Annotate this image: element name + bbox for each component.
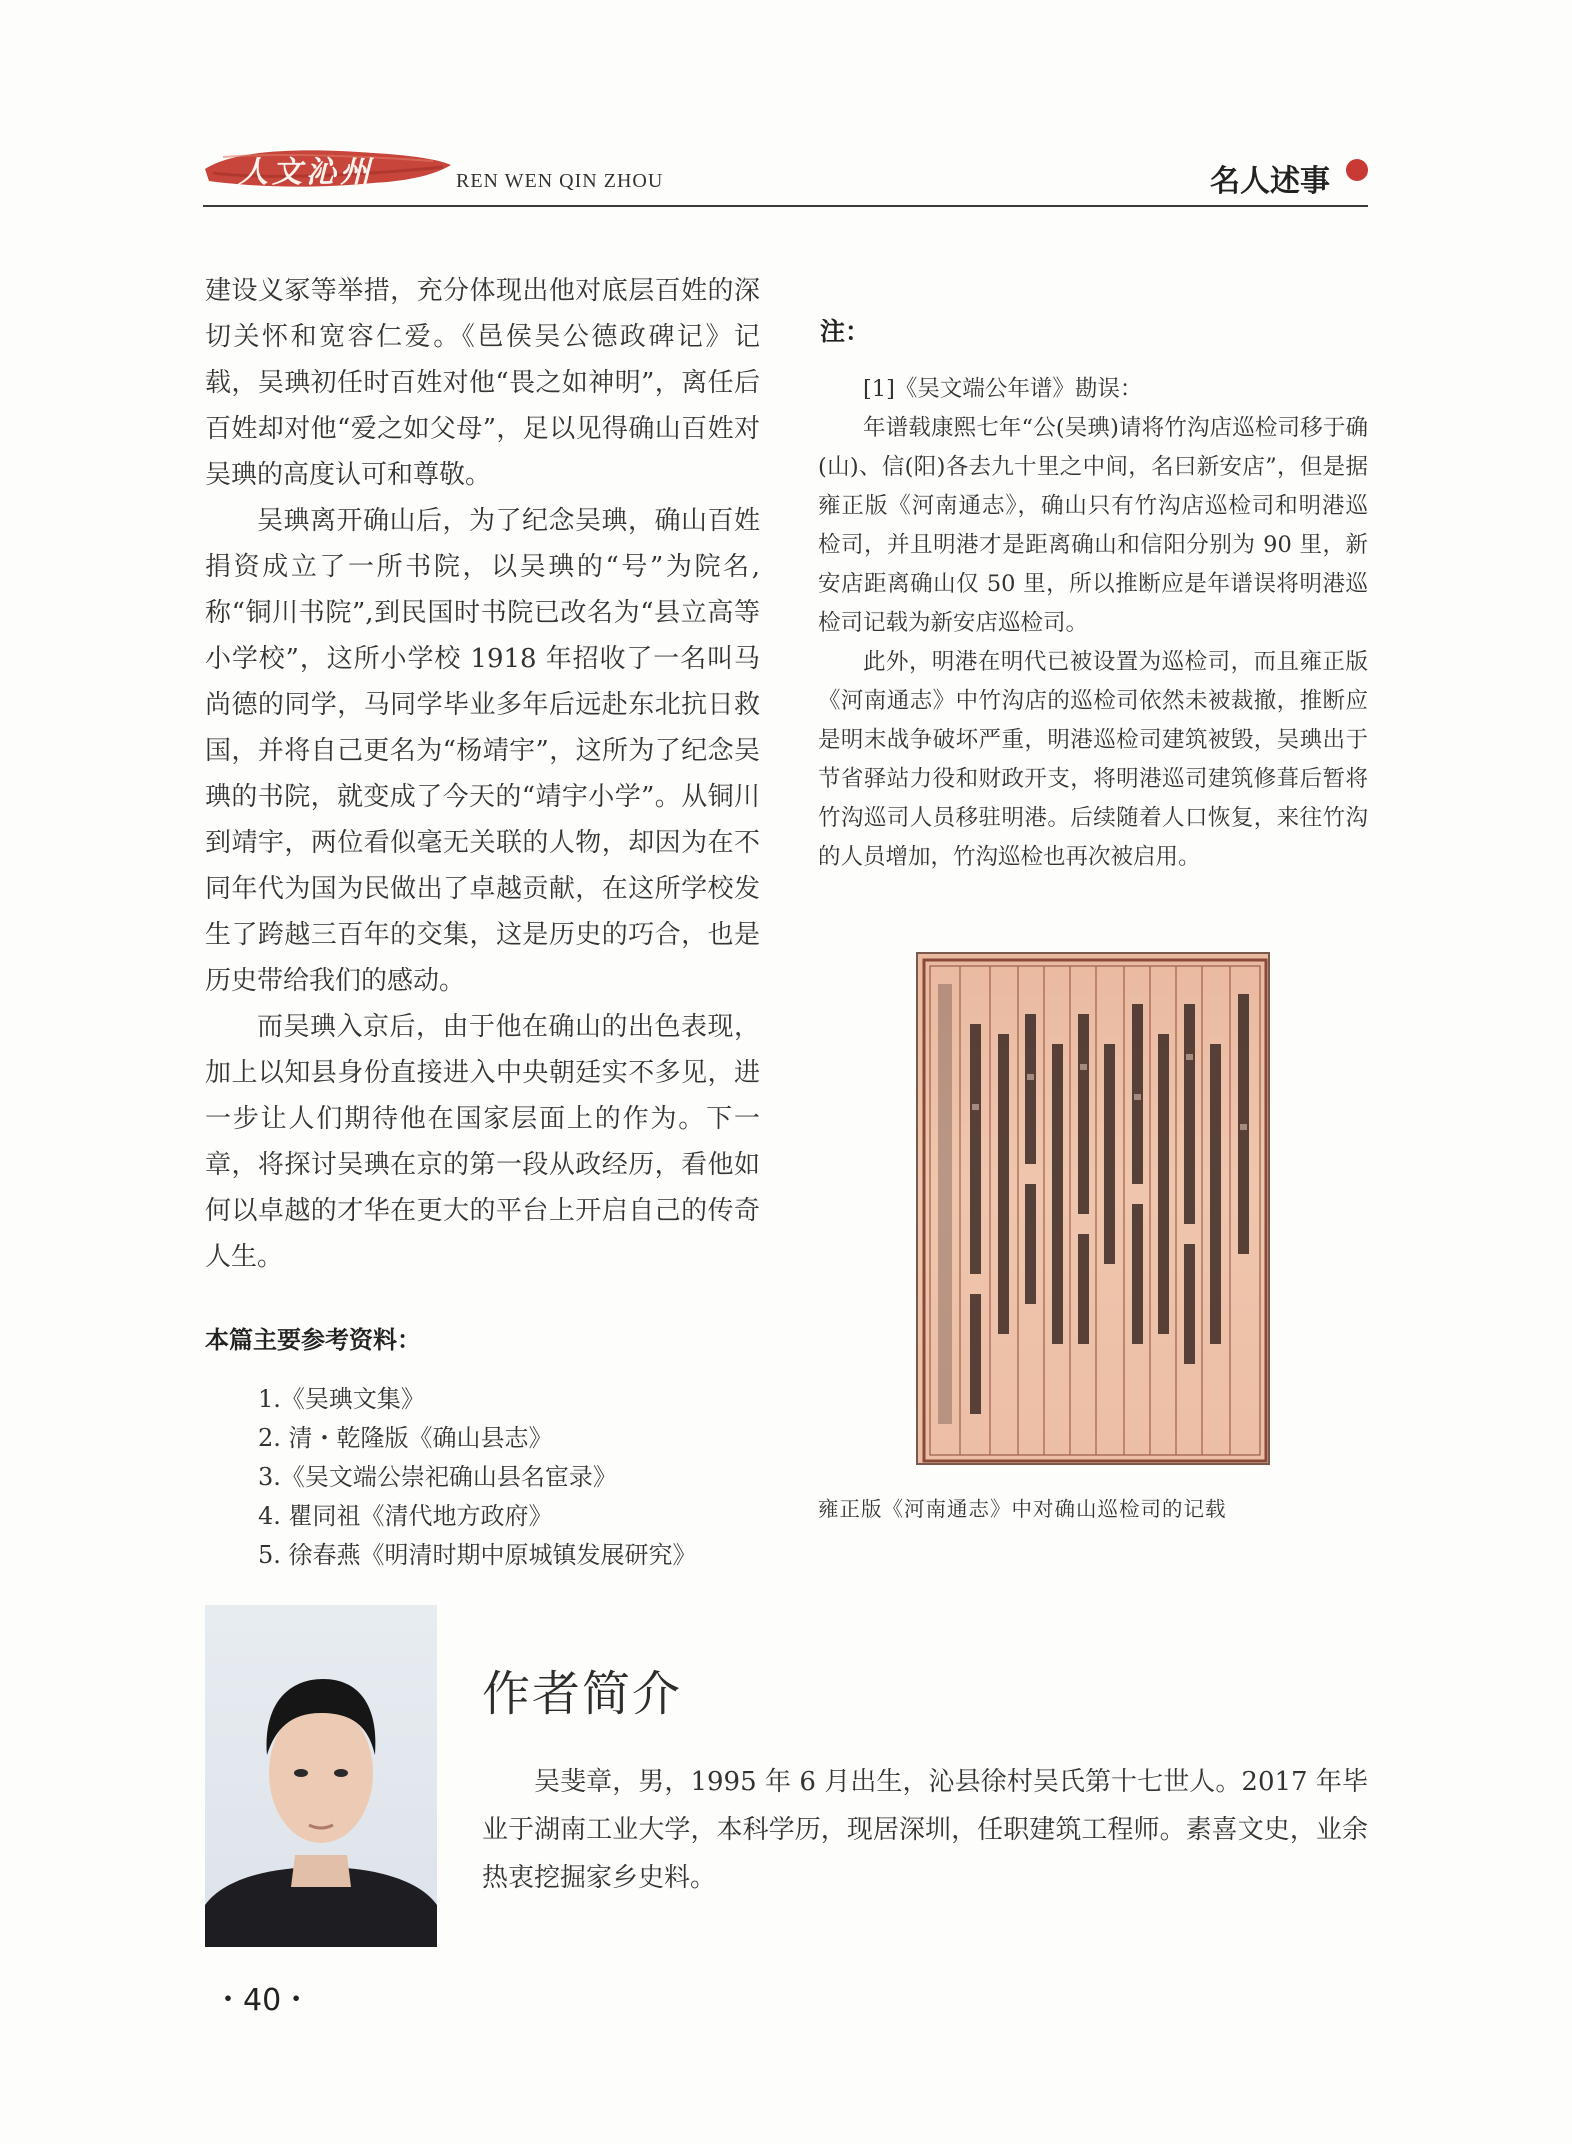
author-portrait-illustration — [205, 1605, 437, 1947]
body-paragraph: 吴琠离开确山后，为了纪念吴琠，确山百姓捐资成立了一所书院，以吴琠的“号”为院名,称“铜川书院”,到民国时书院已改名为“县立高等小学校”，这所小学校 1918 年招收了一名叫马尚德的同学，马同学毕业多年后远赴东北抗日救国，并将自己更名为“杨靖宇”，这所为了纪念吴琠的书院，就变成了今天的“靖宇小学”。从铜川到靖宇，两位看似毫无关联的人物，却因为在不同年代为国为民做出了卓越贡献，在这所学校发生了跨越三百年的交集，这是历史的巧合，也是历史带给我们的感动。 — [205, 506, 760, 996]
document-scan-illustration — [918, 954, 1270, 1465]
reference-item: 5. 徐春燕《明清时期中原城镇发展研究》 — [258, 1541, 697, 1569]
body-paragraph: 建设义冢等举措，充分体现出他对底层百姓的深切关怀和宽容仁爱。《邑侯吴公德政碑记》记载，吴琠初任时百姓对他“畏之如神明”，离任后百姓却对他“爱之如父母”，足以见得确山百姓对吴琠的高度认可和尊敬。 — [205, 276, 760, 490]
image-caption: 雍正版《河南通志》中对确山巡检司的记载 — [818, 1497, 1227, 1521]
reference-item: 2. 清・乾隆版《确山县志》 — [258, 1424, 553, 1452]
notes-body — [818, 370, 1368, 877]
note-paragraph: 年谱载康熙七年“公(吴琠)请将竹沟店巡检司移于确(山)、信(阳)各去九十里之中间，名曰新安店”，但是据雍正版《河南通志》，确山只有竹沟店巡检司和明港巡检司，并且明港才是距离确山和信阳分别为 90 里，新安店距离确山仅 50 里，所以推断应是年谱误将明港巡检司记载为新安店巡检司。 — [818, 415, 1368, 636]
references-heading: 本篇主要参考资料： — [205, 1326, 421, 1354]
note-paragraph: 此外，明港在明代已被设置为巡检司，而且雍正版《河南通志》中竹沟店的巡检司依然未被裁撤，推断应是明末战争破坏严重，明港巡检司建筑被毁，吴琠出于节省驿站力役和财政开支，将明港巡司建筑修葺后暂将竹沟巡司人员移驻明港。后续随着人口恢复，来往竹沟的人员增加，竹沟巡检也再次被启用。 — [818, 649, 1368, 870]
magazine-logo-title: 人文沁州 — [238, 155, 374, 190]
reference-item: 3.《吴文端公崇祀确山县名宦录》 — [258, 1463, 617, 1491]
notes-heading: 注： — [820, 317, 871, 346]
article-body — [205, 268, 760, 1280]
magazine-pinyin-title: REN WEN QIN ZHOU — [456, 170, 664, 192]
column-dot-icon — [1346, 159, 1368, 181]
references-list — [258, 1380, 697, 1575]
author-photo — [205, 1605, 437, 1947]
historical-document-image — [916, 952, 1270, 1465]
column-name: 名人述事 — [1210, 164, 1330, 199]
author-bio: 吴斐章，男，1995 年 6 月出生，沁县徐村吴氏第十七世人。2017 年毕业于湖南工业大学，本科学历，现居深圳，任职建筑工程师。素喜文史，业余热衷挖掘家乡史料。 — [482, 1767, 1368, 1893]
note-label: [1]《吴文端公年谱》勘误： — [863, 376, 1143, 402]
header-rule — [203, 205, 1368, 207]
page-number: ・40・ — [213, 1983, 312, 2018]
body-paragraph: 而吴琠入京后，由于他在确山的出色表现，加上以知县身份直接进入中央朝廷实不多见，进一步让人们期待他在国家层面上的作为。下一章，将探讨吴琠在京的第一段从政经历，看他如何以卓越的才华在更大的平台上开启自己的传奇人生。 — [205, 1012, 760, 1272]
reference-item: 1.《吴琠文集》 — [258, 1385, 425, 1413]
reference-item: 4. 瞿同祖《清代地方政府》 — [258, 1502, 553, 1530]
author-section-title: 作者简介 — [482, 1666, 683, 1722]
